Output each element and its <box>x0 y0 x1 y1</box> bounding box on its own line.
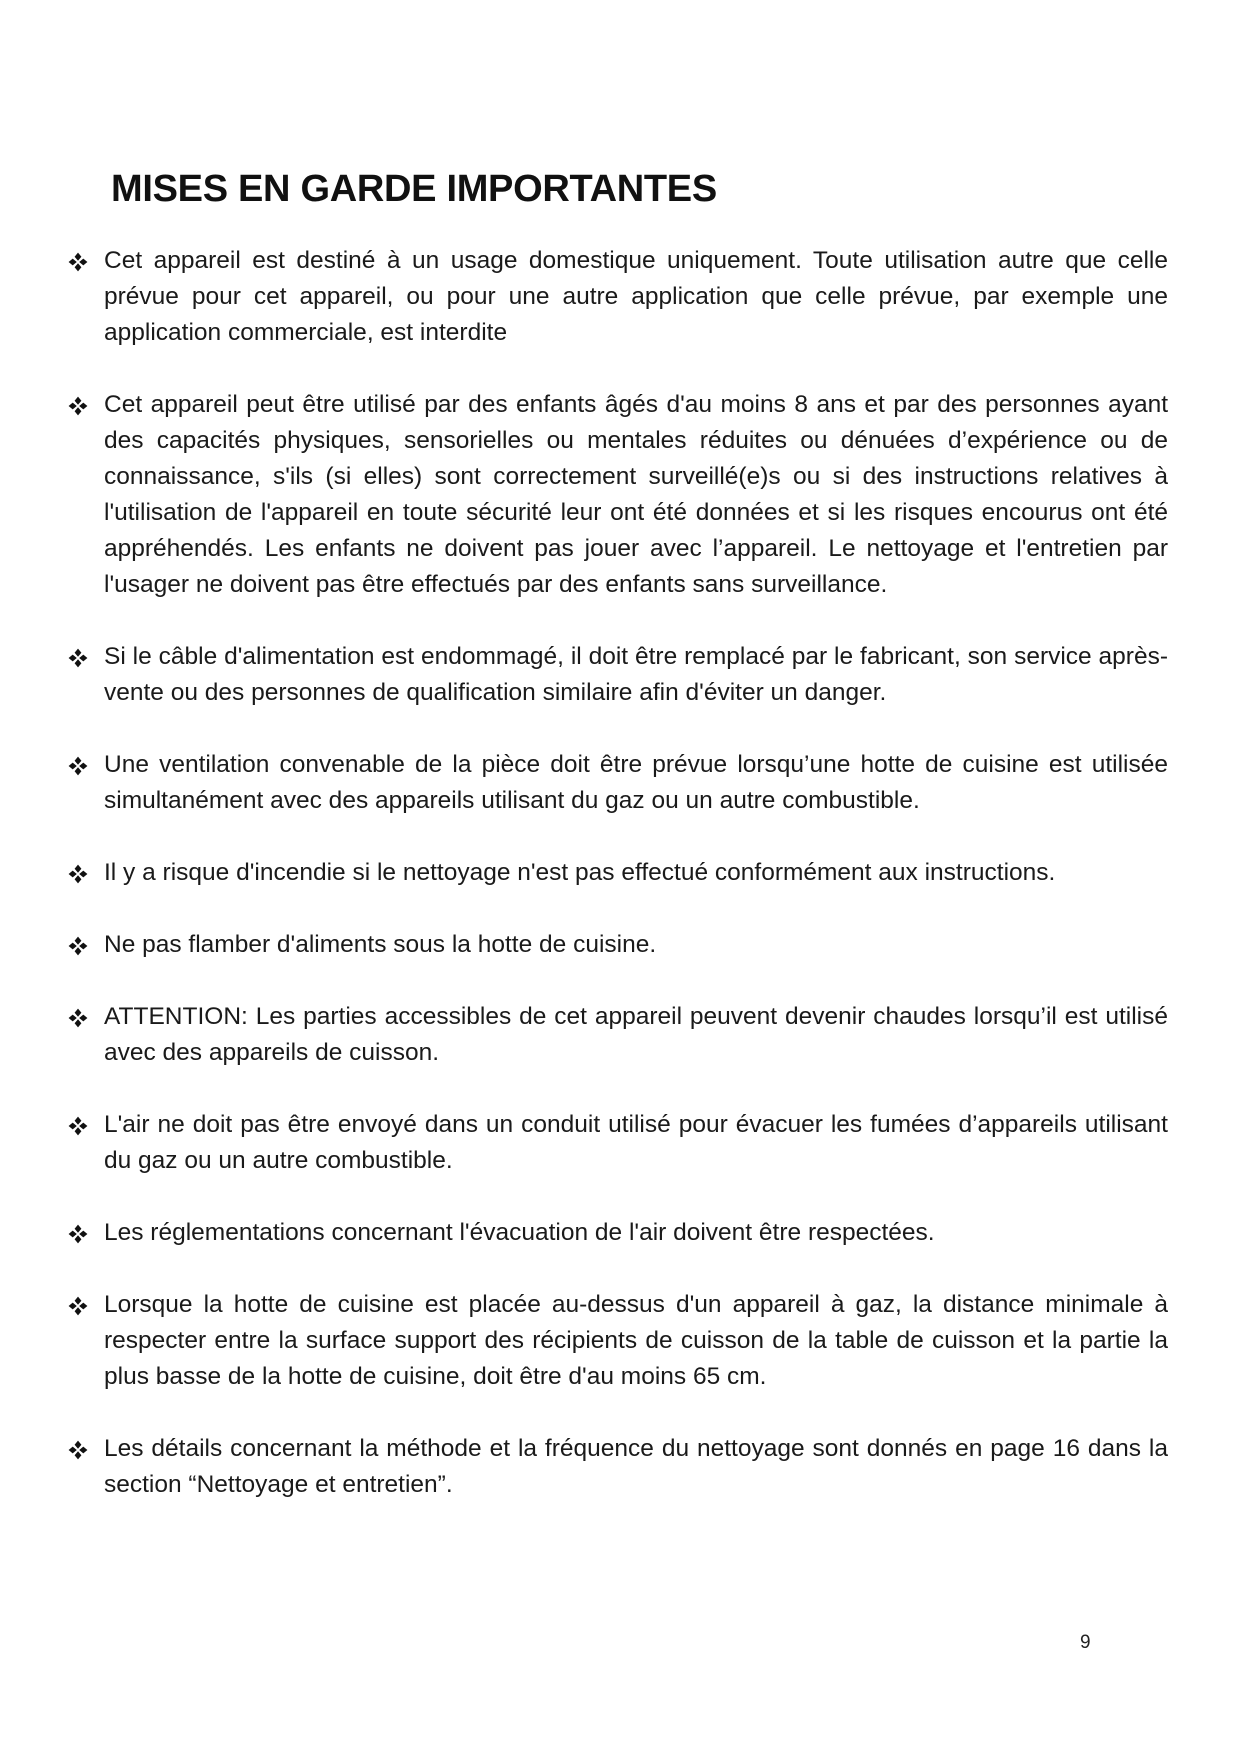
warning-text: Si le câble d'alimentation est endommagé, il doit être remplacé par le fabricant, son service après-vente ou des personnes de qualification similaire afin d'éviter un danger. <box>104 643 1168 706</box>
four-diamond-bullet-icon <box>68 252 88 272</box>
warning-item <box>68 747 1168 819</box>
warning-item <box>68 1287 1168 1395</box>
warning-item <box>68 387 1168 603</box>
warning-text: Les réglementations concernant l'évacuation de l'air doivent être respectées. <box>104 1219 935 1246</box>
warning-text: L'air ne doit pas être envoyé dans un conduit utilisé pour évacuer les fumées d’appareils utilisant du gaz ou un autre combustible. <box>104 1111 1168 1174</box>
warning-item <box>68 927 1168 963</box>
warning-text: Cet appareil est destiné à un usage domestique uniquement. Toute utilisation autre que celle prévue pour cet appareil, ou pour une autre application que celle prévue, par exemple une application commerciale, est interdite <box>104 247 1168 346</box>
warning-text: Il y a risque d'incendie si le nettoyage n'est pas effectué conformément aux instructions. <box>104 859 1056 886</box>
warning-text: Ne pas flamber d'aliments sous la hotte de cuisine. <box>104 931 657 958</box>
four-diamond-bullet-icon <box>68 1008 88 1028</box>
four-diamond-bullet-icon <box>68 864 88 884</box>
four-diamond-bullet-icon <box>68 396 88 416</box>
four-diamond-bullet-icon <box>68 936 88 956</box>
four-diamond-bullet-icon <box>68 1224 88 1244</box>
warning-text: Une ventilation convenable de la pièce doit être prévue lorsqu’une hotte de cuisine est utilisée simultanément avec des appareils utilisant du gaz ou un autre combustible. <box>104 751 1168 814</box>
warning-list <box>68 243 1168 1539</box>
page-number: 9 <box>1080 1632 1091 1653</box>
four-diamond-bullet-icon <box>68 648 88 668</box>
four-diamond-bullet-icon <box>68 1440 88 1460</box>
warning-item <box>68 1107 1168 1179</box>
warning-item <box>68 1431 1168 1503</box>
four-diamond-bullet-icon <box>68 1296 88 1316</box>
warning-text: Les détails concernant la méthode et la fréquence du nettoyage sont donnés en page 16 dans la section “Nettoyage et entretien”. <box>104 1435 1168 1498</box>
four-diamond-bullet-icon <box>68 1116 88 1136</box>
warning-item <box>68 243 1168 351</box>
warning-text: Cet appareil peut être utilisé par des enfants âgés d'au moins 8 ans et par des personnes ayant des capacités physiques, sensorielles ou mentales réduites ou dénuées d’expérience ou de connaissance, s'ils (si elles) sont correctement surveillé(e)s ou si des instructions relatives à l'utilisation de l'appareil en toute sécurité leur ont été données et si les risques encourus ont été appréhendés. Les enfants ne doivent pas jouer avec l’appareil. Le nettoyage et l'entretien par l'usager ne doivent pas être effectués par des enfants sans surveillance. <box>104 391 1168 598</box>
four-diamond-bullet-icon <box>68 756 88 776</box>
warning-item <box>68 639 1168 711</box>
warning-item <box>68 999 1168 1071</box>
warning-text: Lorsque la hotte de cuisine est placée au-dessus d'un appareil à gaz, la distance minimale à respecter entre la surface support des récipients de cuisson de la table de cuisson et la partie la plus basse de la hotte de cuisine, doit être d'au moins 65 cm. <box>104 1291 1168 1390</box>
warning-item <box>68 1215 1168 1251</box>
page-title: MISES EN GARDE IMPORTANTES <box>111 168 717 210</box>
warning-text: ATTENTION: Les parties accessibles de cet appareil peuvent devenir chaudes lorsqu’il est utilisé avec des appareils de cuisson. <box>104 1003 1168 1066</box>
warning-item <box>68 855 1168 891</box>
